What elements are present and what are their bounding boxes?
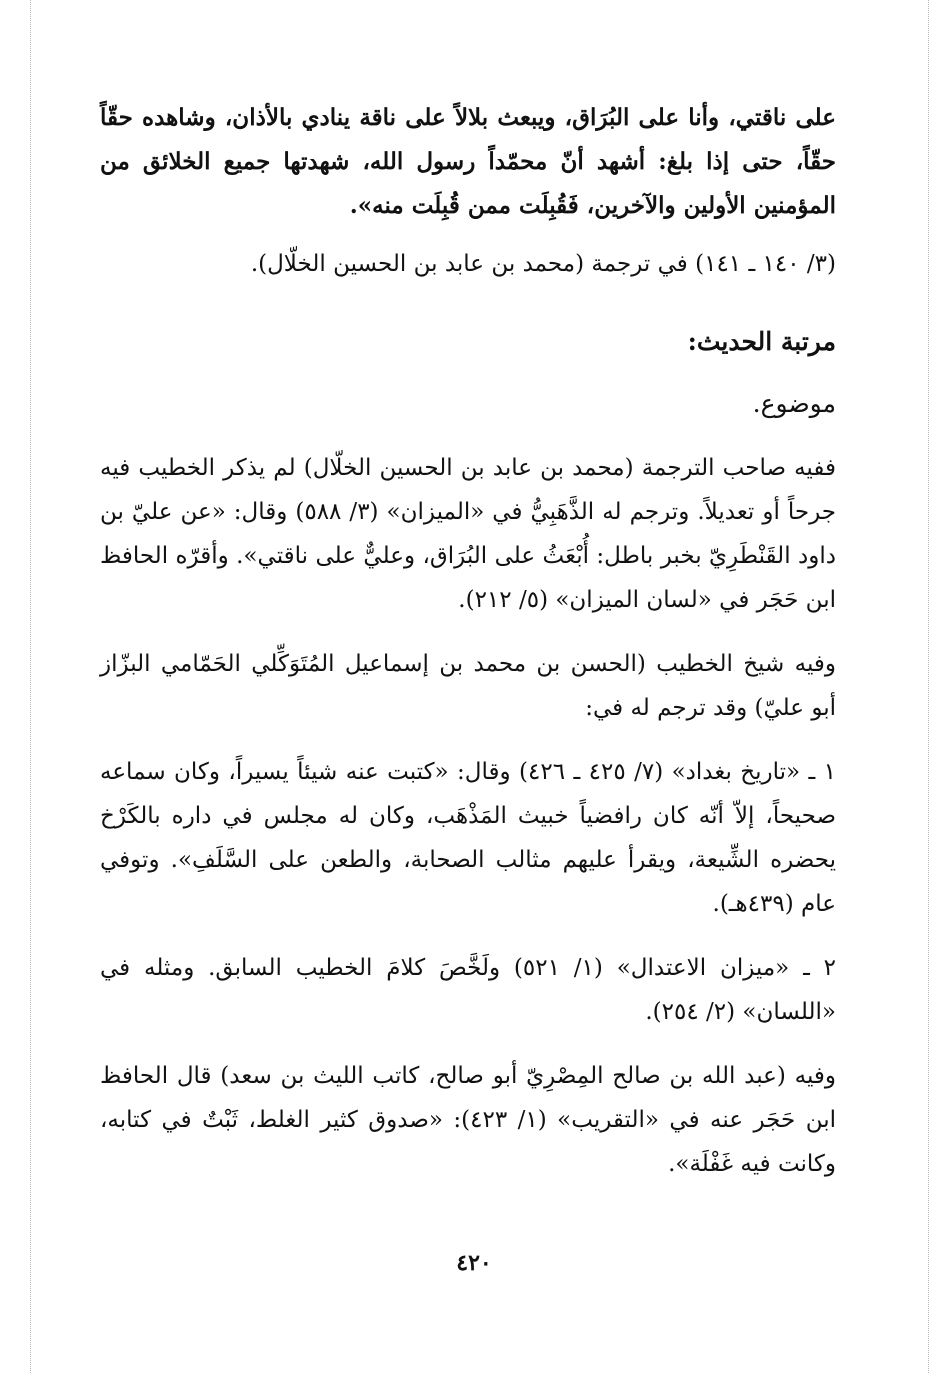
- paragraph-citation: (٣/ ١٤٠ ـ ١٤١) في ترجمة (محمد بن عابد بن الحسين الخلّال).: [250, 251, 836, 277]
- paragraph-narrator-2: وفيه شيخ الخطيب (الحسن بن محمد بن إسماعيل المُتَوَكِّلي الحَمّامي البزّاز أبو عليّ) وقد ترجم له في:: [100, 651, 836, 721]
- paragraph-source-1: ١ ـ «تاريخ بغداد» (٧/ ٤٢٥ ـ ٤٢٦) وقال: «كتبت عنه شيئاً يسيراً، وكان سماعه صحيحاً، إلاّ أنّه كان رافضياً خبيث المَذْهَب، وكان له مجلس في داره بالكَرْخ يحضره الشِّيعة، ويقرأ عليهم مثالب الصحابة، والطعن على السَّلَفِ». وتوفي عام (٤٣٩هـ).: [100, 759, 836, 917]
- hadith-verdict: موضوع.: [752, 389, 836, 418]
- page-number: ٤٢٠: [456, 1250, 492, 1276]
- paragraph-narrator-1: ففيه صاحب الترجمة (محمد بن عابد بن الحسين الخلّال) لم يذكر الخطيب فيه جرحاً أو تعديلاً. وترجم له الذَّهَبِيُّ في «الميزان» (٣/ ٥٨٨) وقال: «عن عليّ بن داود القَنْطَرِيّ بخبر باطل: أُبْعَثُ على البُرَاق، وعليٌّ على ناقتي». وأقرّه الحافظ ابن حَجَر في «لسان الميزان» (٥/ ٢١٢).: [100, 455, 836, 613]
- paragraph-narrator-3: وفيه (عبد الله بن صالح المِصْرِيّ أبو صالح، كاتب الليث بن سعد) قال الحافظ ابن حَجَر عنه في «التقريب» (١/ ٤٢٣): «صدوق كثير الغلط، ثَبْتٌ في كتابه، وكانت فيه غَفْلَة».: [100, 1063, 837, 1177]
- page-body: [100, 96, 836, 1206]
- section-heading: مرتبة الحديث:: [687, 327, 836, 356]
- scan-border-left: [30, 0, 31, 1373]
- scan-border-right: [928, 0, 929, 1373]
- paragraph-hadith-text: على ناقتي، وأنا على البُرَاق، ويبعث بلالاً على ناقة ينادي بالأذان، وشاهده حقّاً حقّاً، حتى إذا بلغ: أشهد أنّ محمّداً رسول الله، شهدتها جميع الخلائق من المؤمنين الأولين والآخرين، فَقُبِلَت ممن قُبِلَت منه».: [100, 104, 836, 219]
- paragraph-source-2: ٢ ـ «ميزان الاعتدال» (١/ ٥٢١) ولَخَّصَ كلامَ الخطيب السابق. ومثله في «اللسان» (٢/ ٢٥٤).: [100, 955, 836, 1025]
